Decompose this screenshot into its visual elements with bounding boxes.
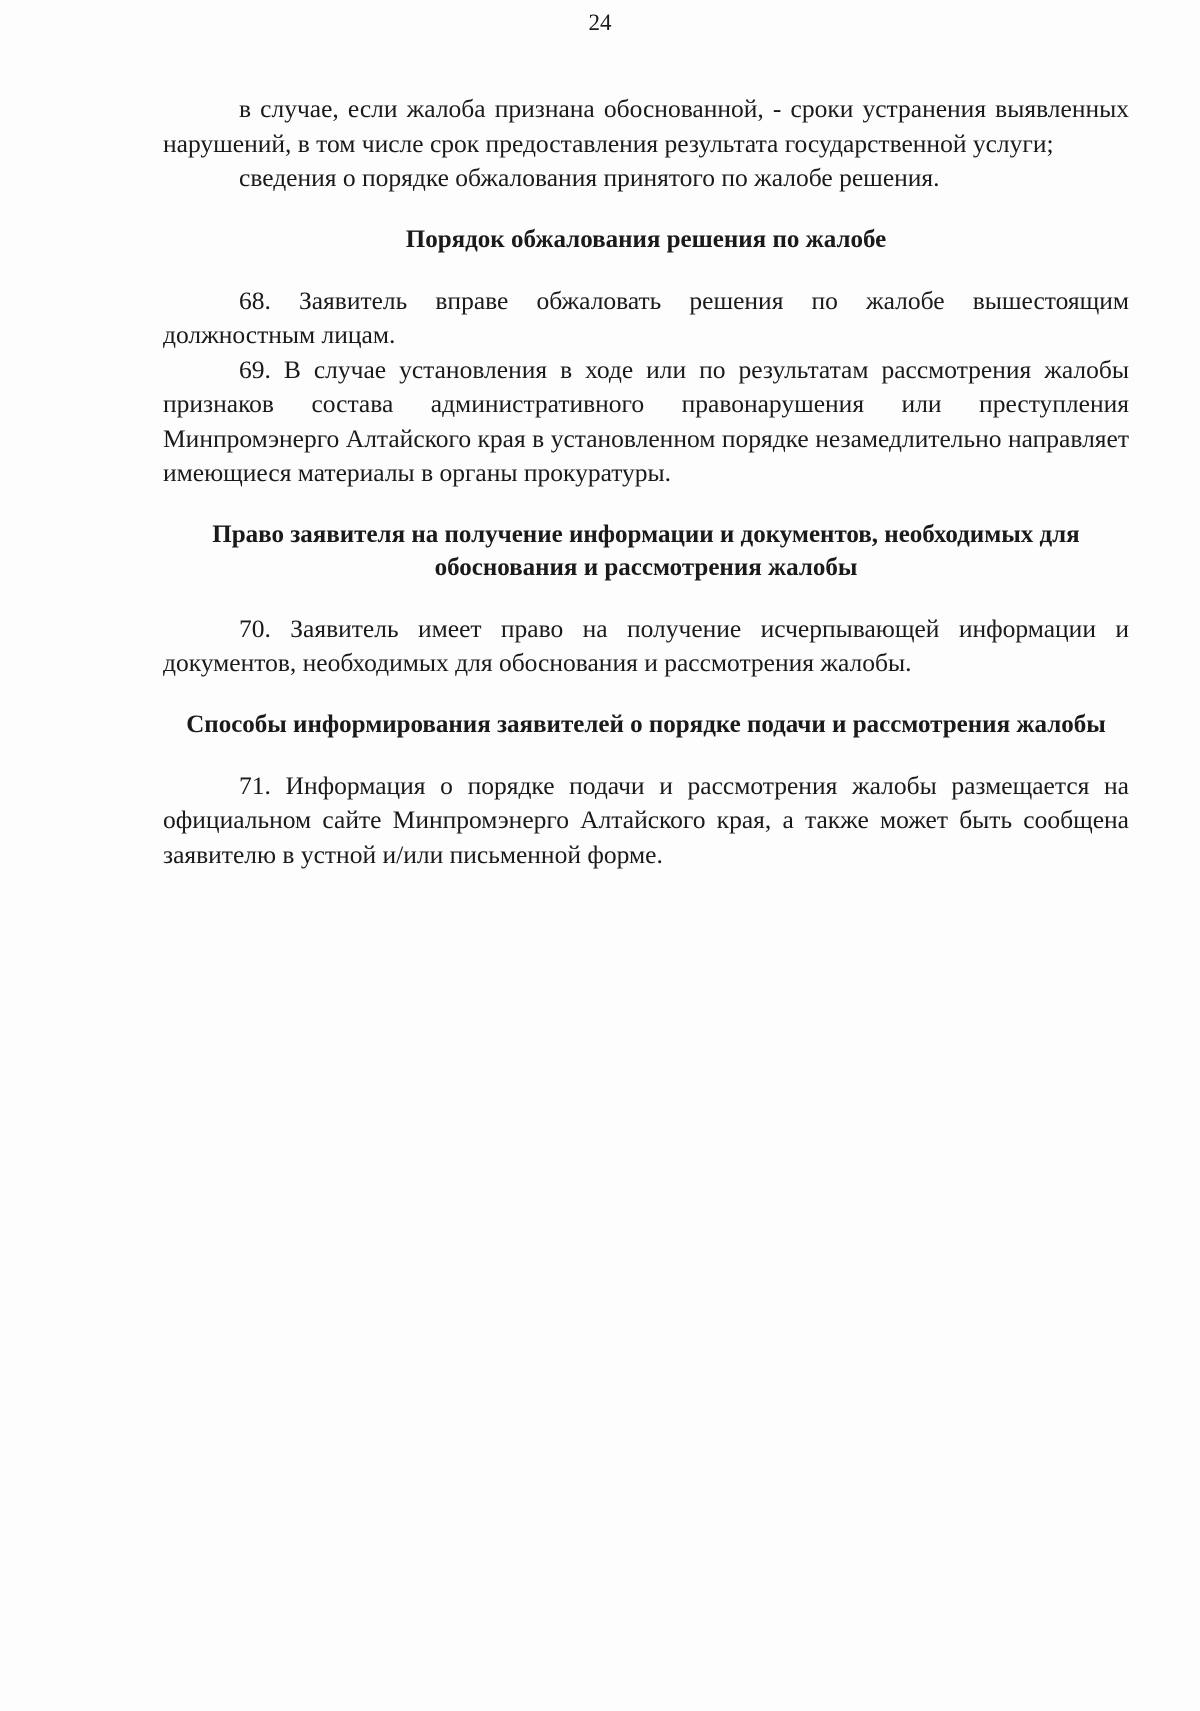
paragraph-71: 71. Информация о порядке подачи и рассмотрения жалобы размещается на официальном сайте Минпромэнерго Алтайского края, а также может быть сообщена заявителю в устной и/или письменной форме. xyxy=(163,770,1129,869)
heading-informing-methods: Способы информирования заявителей о порядке подачи и рассмотрения жалобы xyxy=(186,710,1106,738)
document-body xyxy=(163,92,1129,872)
paragraph-69: 69. В случае установления в ходе или по результатам рассмотрения жалобы признаков состава административного правонарушения или преступления Минпромэнерго Алтайского края в установленном порядке незамедлительно направляет имеющиеся материалы в органы прокуратуры. xyxy=(163,354,1129,487)
page-number: 24 xyxy=(588,10,612,35)
paragraph-appeal-info: сведения о порядке обжалования принятого по жалобе решения. xyxy=(239,163,940,192)
heading-applicant-rights: Право заявителя на получение информации и документов, необходимых для обоснования и рассмотрения жалобы xyxy=(212,520,1080,581)
heading-appeal-procedure: Порядок обжалования решения по жалобе xyxy=(405,225,887,253)
paragraph-68: 68. Заявитель вправе обжаловать решения по жалобе вышестоящим должностным лицам. xyxy=(163,285,1129,349)
paragraph-70: 70. Заявитель имеет право на получение исчерпывающей информации и документов, необходимых для обоснования и рассмотрения жалобы. xyxy=(163,613,1129,677)
paragraph-complaint-deadlines: в случае, если жалоба признана обоснованной, - сроки устранения выявленных нарушений, в том числе срок предоставления результата государственной услуги; xyxy=(163,94,1129,158)
